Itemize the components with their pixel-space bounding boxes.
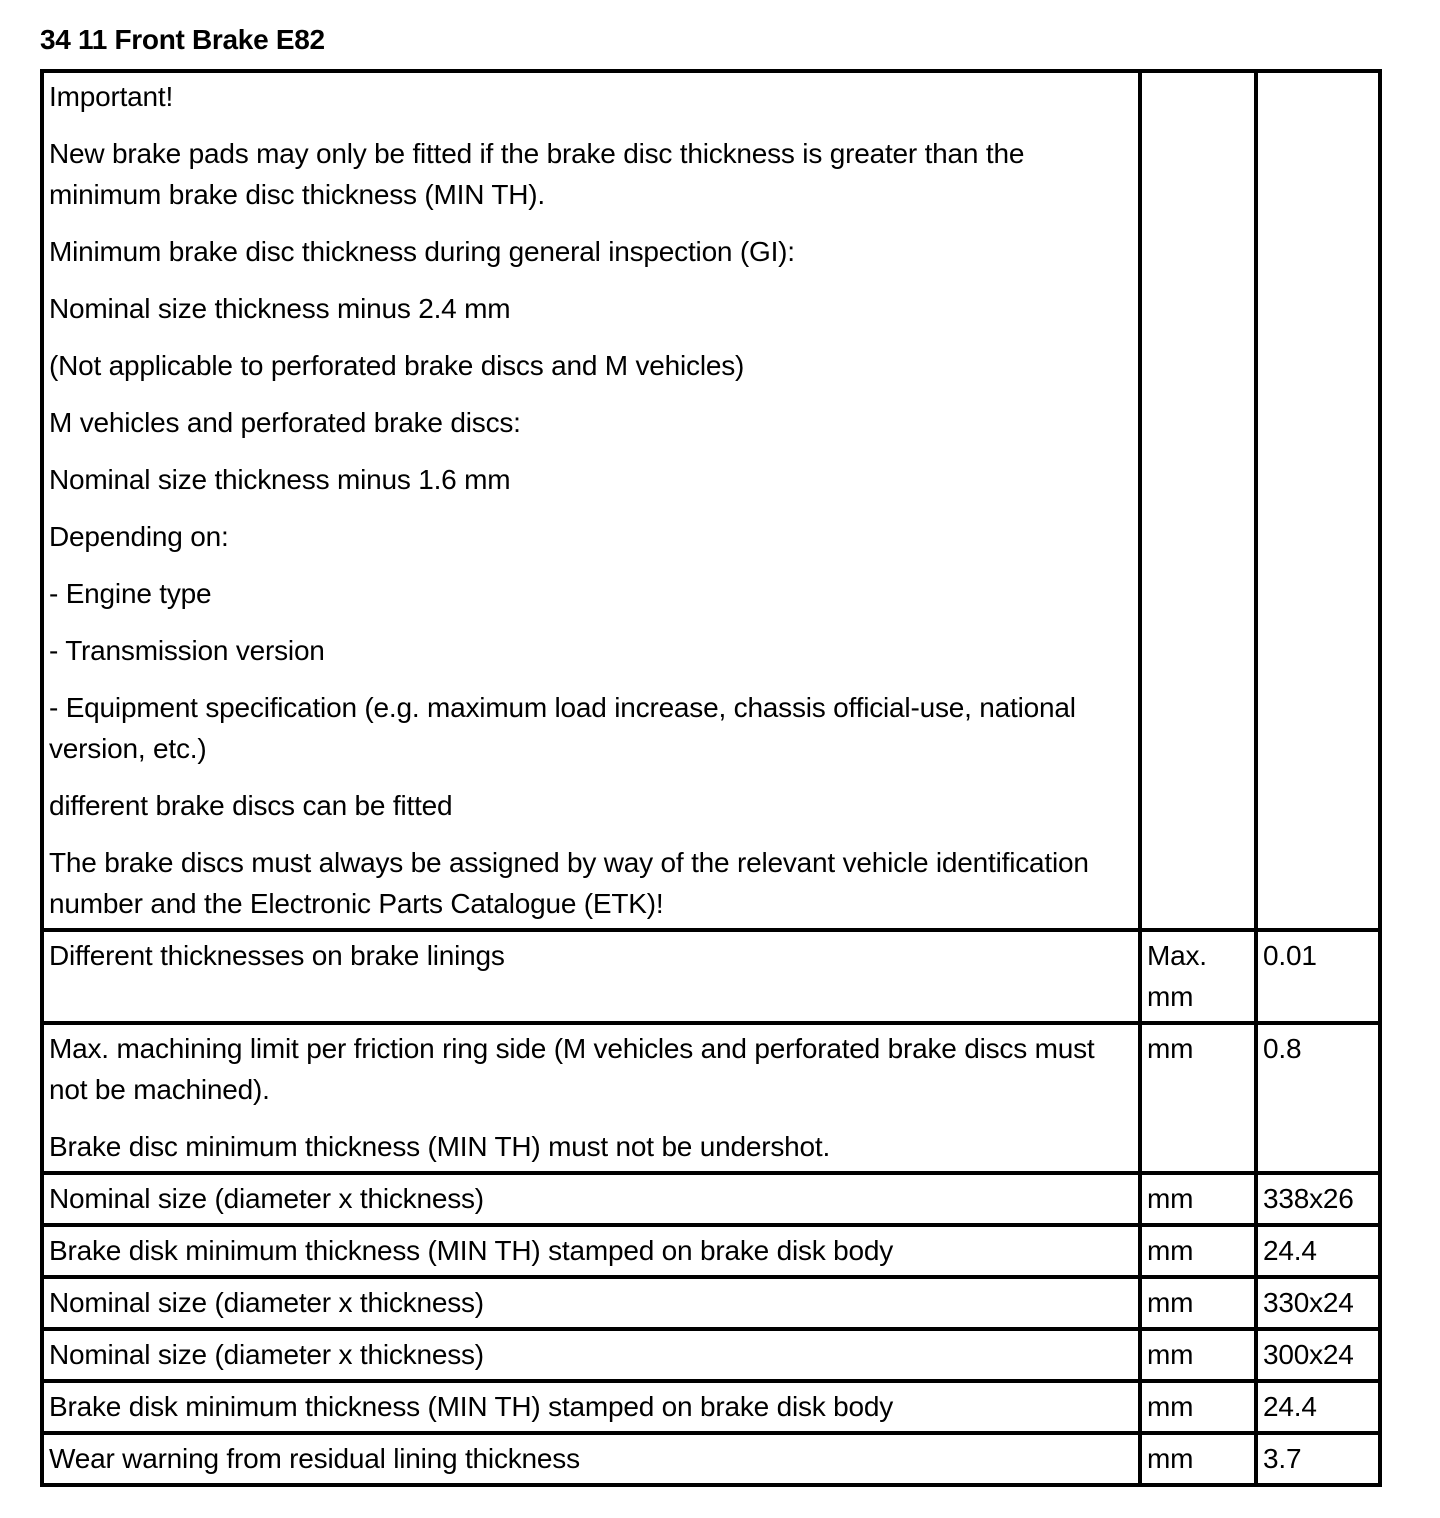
value-cell: 24.4 (1256, 1381, 1380, 1433)
note-paragraph: - Transmission version (49, 635, 325, 666)
note-paragraph: different brake discs can be fitted (49, 790, 453, 821)
description-cell (42, 1433, 1140, 1485)
document-title: 34 11 Front Brake E82 (40, 24, 325, 55)
description-text: Nominal size (diameter x thickness) (49, 1339, 484, 1370)
note-paragraph: Depending on: (49, 521, 229, 552)
note-paragraph: The brake discs must always be assigned by way of the relevant vehicle identification number and the Electronic Parts Catalogue (ETK)! (49, 847, 1089, 919)
value-cell: 3.7 (1256, 1433, 1380, 1485)
unit-cell: Max. mm (1140, 930, 1256, 1023)
notes-cell (42, 71, 1140, 930)
brake-spec-table (40, 69, 1382, 1487)
description-text: Max. machining limit per friction ring side (M vehicles and perforated brake discs must not be machined). (49, 1033, 1095, 1105)
table-row (42, 1225, 1380, 1277)
table-row (42, 1277, 1380, 1329)
description-text: Brake disk minimum thickness (MIN TH) stamped on brake disk body (49, 1235, 894, 1266)
description-cell (42, 1173, 1140, 1225)
description-text: Brake disc minimum thickness (MIN TH) must not be undershot. (49, 1131, 831, 1162)
value-cell: 338x26 (1256, 1173, 1380, 1225)
unit-cell: mm (1140, 1433, 1256, 1485)
unit-cell: mm (1140, 1023, 1256, 1173)
description-text: Nominal size (diameter x thickness) (49, 1183, 484, 1214)
note-paragraph: Minimum brake disc thickness during general inspection (GI): (49, 236, 795, 267)
unit-cell: mm (1140, 1381, 1256, 1433)
description-cell (42, 1381, 1140, 1433)
unit-cell: mm (1140, 1329, 1256, 1381)
value-cell: 0.8 (1256, 1023, 1380, 1173)
value-cell: 300x24 (1256, 1329, 1380, 1381)
note-paragraph: Important! (49, 81, 174, 112)
description-text: Different thicknesses on brake linings (49, 940, 505, 971)
description-text: Wear warning from residual lining thickness (49, 1443, 580, 1474)
value-cell: 0.01 (1256, 930, 1380, 1023)
note-paragraph: (Not applicable to perforated brake discs and M vehicles) (49, 350, 745, 381)
value-cell (1256, 71, 1380, 930)
description-text: Brake disk minimum thickness (MIN TH) stamped on brake disk body (49, 1391, 894, 1422)
unit-cell: mm (1140, 1225, 1256, 1277)
table-row (42, 1023, 1380, 1173)
description-text: Nominal size (diameter x thickness) (49, 1287, 484, 1318)
note-paragraph: New brake pads may only be fitted if the brake disc thickness is greater than the minimum brake disc thickness (MIN TH). (49, 138, 1025, 210)
description-cell (42, 1329, 1140, 1381)
table-row (42, 1381, 1380, 1433)
table-row (42, 1433, 1380, 1485)
unit-cell: mm (1140, 1173, 1256, 1225)
unit-cell: mm (1140, 1277, 1256, 1329)
table-row (42, 1329, 1380, 1381)
description-cell (42, 1225, 1140, 1277)
description-cell (42, 1277, 1140, 1329)
table-row-notes (42, 71, 1380, 930)
note-paragraph: M vehicles and perforated brake discs: (49, 407, 521, 438)
note-paragraph: - Engine type (49, 578, 212, 609)
value-cell: 24.4 (1256, 1225, 1380, 1277)
value-cell: 330x24 (1256, 1277, 1380, 1329)
note-paragraph: Nominal size thickness minus 2.4 mm (49, 293, 511, 324)
note-paragraph: - Equipment specification (e.g. maximum load increase, chassis official-use, national version, etc.) (49, 692, 1076, 764)
note-paragraph: Nominal size thickness minus 1.6 mm (49, 464, 511, 495)
description-cell (42, 930, 1140, 1023)
table-row (42, 930, 1380, 1023)
description-cell (42, 1023, 1140, 1173)
table-row (42, 1173, 1380, 1225)
unit-cell (1140, 71, 1256, 930)
